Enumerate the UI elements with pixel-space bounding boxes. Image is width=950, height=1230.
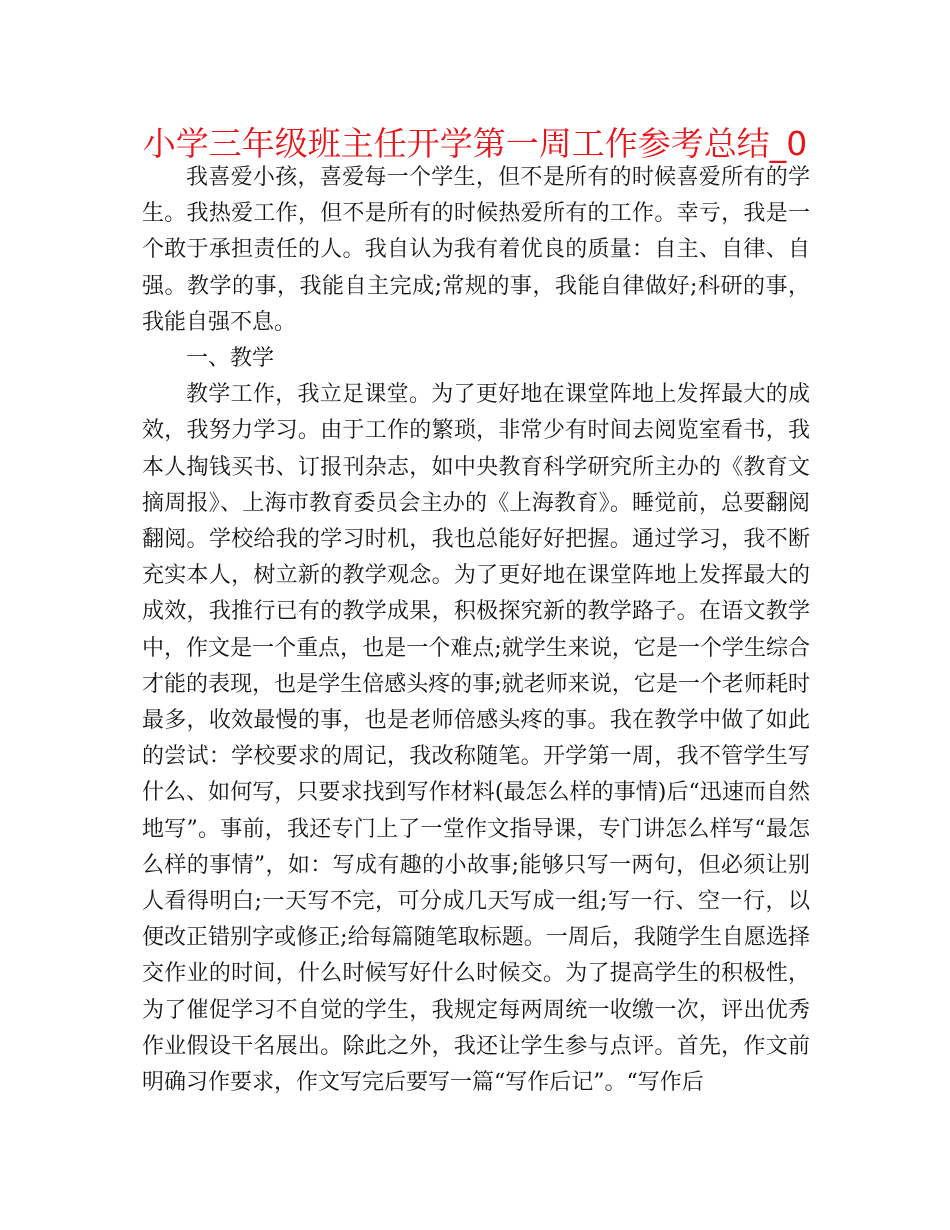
- document-body: [142, 160, 810, 1101]
- document-title: 小学三年级班主任开学第一周工作参考总结_0: [142, 124, 808, 163]
- paragraph-teaching: 教学工作，我立足课堂。为了更好地在课堂阵地上发挥最大的成效，我努力学习。由于工作的繁琐，非常少有时间去阅览室看书，我本人掏钱买书、订报刊杂志，如中央教育科学研究所主办的《教育文摘周报》、上海市教育委员会主办的《上海教育》。睡觉前，总要翻阅翻阅。学校给我的学习时机，我也总能好好把握。通过学习，我不断充实本人，树立新的教学观念。为了更好地在课堂阵地上发挥最大的成效，我推行已有的教学成果，积极探究新的教学路子。在语文教学中，作文是一个重点，也是一个难点;就学生来说，它是一个学生综合才能的表现，也是学生倍感头疼的事;就老师来说，它是一个老师耗时最多，收效最慢的事，也是老师倍感头疼的事。我在教学中做了如此的尝试：学校要求的周记，我改称随笔。开学第一周，我不管学生写什么、如何写，只要求找到写作材料(最怎么样的事情)后“迅速而自然地写”。事前，我还专门上了一堂作文指导课，专门讲怎么样写“最怎么样的事情”，如：写成有趣的小故事;能够只写一两句，但必须让别人看得明白;一天写不完，可分成几天写成一组;写一行、空一行，以便改正错别字或修正;给每篇随笔取标题。一周后，我随学生自愿选择交作业的时间，什么时候写好什么时候交。为了提高学生的积极性，为了催促学习不自觉的学生，我规定每两周统一收缴一次，评出优秀作业假设干名展出。除此之外，我还让学生参与点评。首先，作文前明确习作要求，作文写完后要写一篇“写作后记”。“写作后: [142, 382, 810, 1096]
- paragraph-intro: 我喜爱小孩，喜爱每一个学生，但不是所有的时候喜爱所有的学生。我热爱工作，但不是所有的时候热爱所有的工作。幸亏，我是一个敢于承担责任的人。我自认为我有着优良的质量：自主、自律、自强。教学的事，我能自主完成;常规的事，我能自律做好;科研的事，我能自强不息。: [142, 165, 810, 335]
- section-heading-teaching: 一、教学: [186, 346, 275, 372]
